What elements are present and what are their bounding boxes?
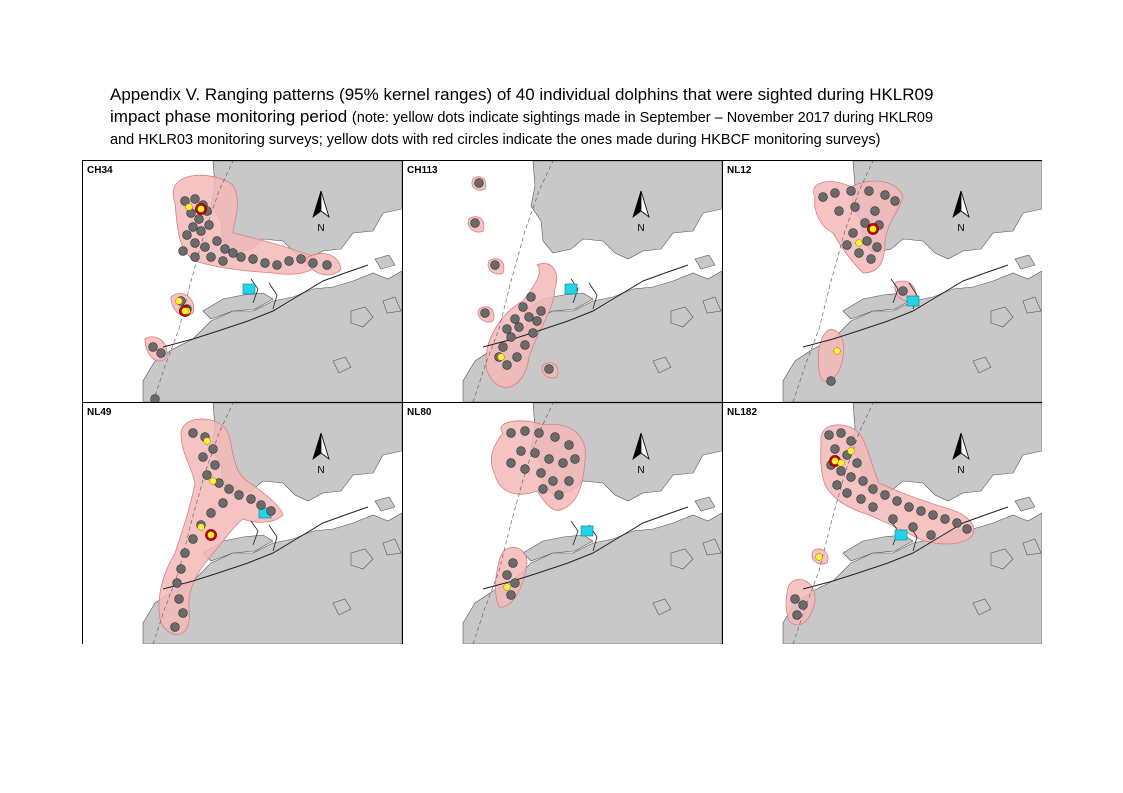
sighting-dot-nl80-18 [503,571,512,580]
sighting-dot-ch34-30 [157,349,166,358]
sighting-dot-nl182-5 [853,459,862,468]
sighting-dot-ch34-12 [213,237,222,246]
grid-divider-h [83,402,1041,403]
panel-label-nl182: NL182 [727,407,758,418]
sighting-dot-nl80-13 [549,477,558,486]
map-panel-ch113 [403,161,722,402]
sighting-dot-nl80-14 [565,477,574,486]
sighting-dot-nl182-23 [889,515,898,524]
sighting-dot-nl80-1 [521,427,530,436]
sighting-dot-nl182-17 [953,519,962,528]
yellow-dot-ch34-0 [186,204,193,211]
sighting-dot-nl12-15 [855,249,864,258]
map-panel-nl80 [403,403,722,644]
panel-label-nl12: NL12 [727,165,752,176]
sighting-dot-ch34-20 [297,255,306,264]
yellow-dot-nl12-1 [834,348,841,355]
sighting-dot-nl12-18 [827,377,836,386]
sighting-dot-nl182-2 [847,437,856,446]
sighting-dot-nl49-17 [177,565,186,574]
sighting-dot-nl80-17 [509,559,518,568]
sighting-dot-nl12-14 [867,255,876,264]
sighting-dot-ch34-11 [201,243,210,252]
sighting-dot-nl12-5 [891,197,900,206]
north-arrow-label: N [957,223,965,234]
sighting-dot-nl182-22 [869,503,878,512]
reclamation-site-nl12 [907,296,919,306]
sighting-dot-nl182-19 [833,481,842,490]
map-panel-grid [82,160,1042,644]
sighting-dot-nl12-7 [851,203,860,212]
sighting-dot-ch34-24 [191,253,200,262]
sighting-dot-ch34-7 [197,227,206,236]
sighting-dot-ch34-6 [189,223,198,232]
sighting-dot-nl12-17 [899,287,908,296]
map-nl49 [83,403,402,644]
sighting-dot-ch34-22 [219,257,228,266]
yellow-dot-ch113-0 [498,354,505,361]
land-ch34-6 [375,255,395,269]
caption-line-2-main: impact phase monitoring period [110,107,352,126]
sighting-dot-nl49-7 [225,485,234,494]
sighting-dot-ch34-4 [195,215,204,224]
sighting-dot-nl49-16 [181,549,190,558]
sighting-dot-nl80-16 [539,485,548,494]
sighting-dot-ch34-18 [273,261,282,270]
sighting-dot-ch34-23 [179,247,188,256]
sighting-dot-ch113-18 [511,315,520,324]
sighting-dot-nl80-5 [571,455,580,464]
sighting-dot-nl80-19 [511,579,520,588]
sighting-dot-ch113-3 [481,309,490,318]
sighting-dot-nl12-2 [847,187,856,196]
sighting-dot-ch113-0 [475,179,484,188]
sighting-dot-ch34-21 [207,253,216,262]
panel-label-ch34: CH34 [87,165,113,176]
sighting-dot-nl182-1 [837,429,846,438]
sighting-dot-nl80-3 [551,433,560,442]
sighting-dot-nl80-12 [537,469,546,478]
sighting-dot-nl80-2 [535,429,544,438]
yellow-dot-nl182-2 [816,554,823,561]
sighting-dot-ch113-5 [519,303,528,312]
caption-line-1: Appendix V. Ranging patterns (95% kernel ranges) of 40 individual dolphins that were sighted during HKLR09 [110,85,934,104]
map-panel-nl49 [83,403,402,644]
sighting-dot-nl182-24 [909,523,918,532]
sighting-dot-nl49-5 [203,471,212,480]
sighting-dot-ch113-4 [545,365,554,374]
sighting-dot-ch34-14 [229,249,238,258]
sighting-dot-ch34-31 [151,395,160,402]
reclamation-site-nl182 [895,530,907,540]
sighting-dot-nl182-25 [927,531,936,540]
sighting-dot-nl182-21 [857,495,866,504]
map-nl12 [723,161,1042,402]
yellow-dot-ch34-4 [182,308,189,315]
sighting-dot-nl182-28 [793,611,802,620]
sighting-dot-nl182-13 [905,503,914,512]
map-panel-nl182 [723,403,1042,644]
sighting-dot-nl12-4 [881,191,890,200]
sighting-dot-nl80-0 [507,429,516,438]
sighting-dot-nl12-1 [831,189,840,198]
map-ch34 [83,161,402,402]
land-nl80-6 [695,497,715,511]
sighting-dot-nl12-6 [835,207,844,216]
caption-line-3: and HKLR03 monitoring surveys; yellow dots with red circles indicate the ones made during HKBCF monitoring surveys) [110,132,881,148]
sighting-dot-nl182-15 [929,511,938,520]
sighting-dot-nl182-9 [859,477,868,486]
land-nl182-6 [1015,497,1035,511]
sighting-dot-nl80-20 [507,591,516,600]
yellow-dot-nl182-3 [832,458,839,465]
map-panel-ch34 [83,161,402,402]
sighting-dot-ch113-6 [525,313,534,322]
yellow-dot-ch34-3 [198,206,205,213]
sighting-dot-ch113-12 [513,353,522,362]
sighting-dot-nl49-2 [209,445,218,454]
sighting-dot-ch113-16 [537,307,546,316]
yellow-dot-nl49-1 [210,478,217,485]
land-nl49-6 [375,497,395,511]
reclamation-site-nl80 [581,526,593,536]
sighting-dot-nl12-13 [873,243,882,252]
caption-line-2-note: (note: yellow dots indicate sightings made in September – November 2017 during HKLR09 [351,110,934,126]
sighting-dot-nl49-8 [235,491,244,500]
sighting-dot-nl12-3 [865,187,874,196]
sighting-dot-nl12-11 [849,229,858,238]
panel-label-nl49: NL49 [87,407,112,418]
map-panel-nl12 [723,161,1042,402]
sighting-dot-ch113-11 [503,361,512,370]
sighting-dot-nl80-10 [507,459,516,468]
land-nl12-6 [1015,255,1035,269]
sighting-dot-nl182-27 [799,601,808,610]
sighting-dot-ch113-7 [515,323,524,332]
sighting-dot-nl49-20 [179,609,188,618]
sighting-dot-nl182-3 [831,445,840,454]
sighting-dot-nl49-0 [189,429,198,438]
yellow-dot-nl49-2 [198,524,205,531]
sighting-dot-nl12-0 [819,193,828,202]
sighting-dot-nl12-8 [871,207,880,216]
sighting-dot-ch113-1 [471,219,480,228]
sighting-dot-nl182-14 [917,507,926,516]
sighting-dot-ch113-14 [529,329,538,338]
map-nl182 [723,403,1042,644]
yellow-dot-nl80-0 [504,584,511,591]
sighting-dot-ch34-16 [249,255,258,264]
sighting-dot-nl12-12 [863,237,872,246]
sighting-dot-nl49-10 [257,501,266,510]
sighting-dot-nl182-8 [847,473,856,482]
sighting-dot-ch34-26 [323,261,332,270]
sighting-dot-ch34-15 [237,253,246,262]
land-ch113-6 [695,255,715,269]
sighting-dot-nl49-13 [207,509,216,518]
sighting-dot-nl80-15 [555,491,564,500]
sighting-dot-ch34-13 [221,245,230,254]
sighting-dot-ch34-10 [191,239,200,248]
sighting-dot-nl49-18 [173,579,182,588]
sighting-dot-ch113-17 [527,293,536,302]
sighting-dot-ch34-9 [205,221,214,230]
sighting-dot-nl49-21 [171,623,180,632]
figure-caption [110,84,1070,151]
sighting-dot-nl80-4 [565,441,574,450]
sighting-dot-nl80-9 [517,447,526,456]
sighting-dot-nl182-12 [893,497,902,506]
land-ch34-1 [143,271,402,402]
sighting-dot-nl182-7 [837,467,846,476]
panel-label-nl80: NL80 [407,407,432,418]
sighting-dot-nl182-20 [843,489,852,498]
north-arrow-label: N [317,223,325,234]
sighting-dot-nl182-11 [881,491,890,500]
sighting-dot-nl49-9 [247,495,256,504]
sighting-dot-nl182-0 [825,431,834,440]
caption-line-2 [110,106,1070,129]
north-arrow-label: N [317,465,325,476]
sighting-dot-nl182-18 [963,525,972,534]
yellow-dot-nl49-0 [204,438,211,445]
sighting-dot-ch113-19 [503,325,512,334]
yellow-dot-nl12-0 [856,240,863,247]
sighting-dot-ch34-17 [261,259,270,268]
sighting-dot-ch113-9 [499,343,508,352]
sighting-dot-ch113-2 [491,261,500,270]
sighting-dot-nl80-7 [545,455,554,464]
sighting-dot-ch113-15 [533,317,542,326]
yellow-dot-ch34-1 [176,298,183,305]
sighting-dot-nl182-10 [869,485,878,494]
sighting-dot-nl80-8 [531,449,540,458]
sighting-dot-ch113-13 [521,341,530,350]
sighting-dot-nl12-16 [843,241,852,250]
sighting-dot-nl49-3 [199,453,208,462]
yellow-dot-nl49-3 [208,532,215,539]
sighting-dot-nl49-12 [219,499,228,508]
sighting-dot-ch34-8 [183,231,192,240]
reclamation-site-ch113 [565,284,577,294]
yellow-dot-nl12-2 [870,226,877,233]
sighting-dot-nl80-6 [559,459,568,468]
sighting-dot-nl49-4 [211,461,220,470]
sighting-dot-nl49-15 [189,535,198,544]
sighting-dot-nl80-11 [521,465,530,474]
sighting-dot-nl49-11 [267,507,276,516]
sighting-dot-ch113-8 [507,333,516,342]
map-nl80 [403,403,722,644]
reclamation-site-ch34 [243,284,255,294]
map-ch113 [403,161,722,402]
land-ch113-0 [531,161,722,259]
sighting-dot-nl182-16 [941,515,950,524]
panel-label-ch113: CH113 [407,165,438,176]
sighting-dot-ch34-1 [191,195,200,204]
north-arrow-label: N [637,465,645,476]
sighting-dot-ch34-19 [285,257,294,266]
sighting-dot-nl182-26 [791,595,800,604]
north-arrow-label: N [637,223,645,234]
sighting-dot-ch34-25 [309,259,318,268]
sighting-dot-nl49-19 [175,595,184,604]
sighting-dot-ch34-29 [149,343,158,352]
north-arrow-label: N [957,465,965,476]
yellow-dot-nl182-1 [848,448,855,455]
